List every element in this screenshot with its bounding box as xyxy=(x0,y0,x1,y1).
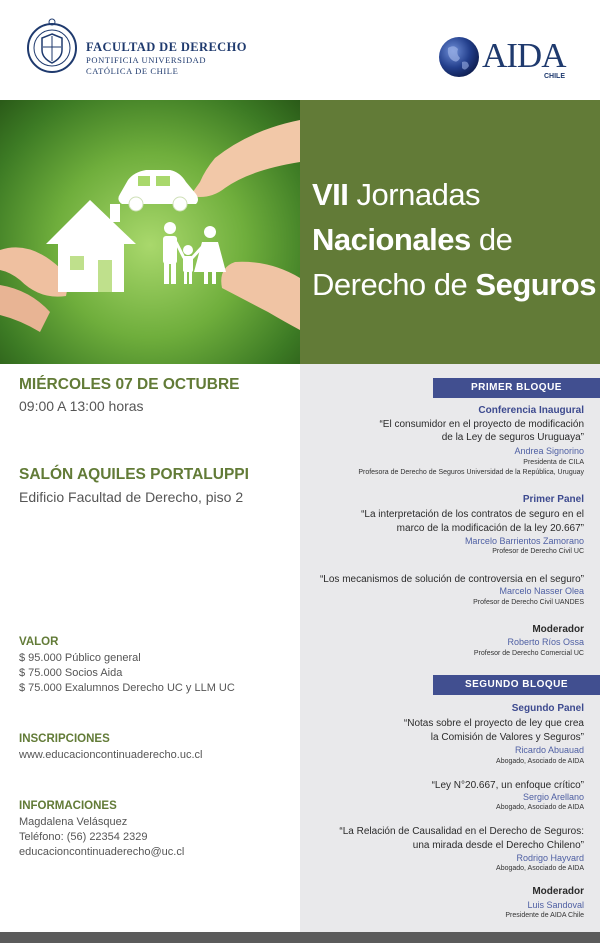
speaker-name: Marcelo Barrientos Zamorano xyxy=(464,536,584,546)
aida-chile-label: CHILE xyxy=(544,73,565,80)
talk-title: “Notas sobre el proyecto de ley que crea xyxy=(403,718,584,729)
inscripciones-link[interactable]: www.educacioncontinuaderecho.uc.cl xyxy=(19,749,203,761)
moderator-name: Roberto Ríos Ossa xyxy=(507,637,584,647)
title-word-derecho-de: Derecho de xyxy=(312,267,468,302)
aida-logo xyxy=(438,34,578,82)
talk-title: la Comisión de Valores y Seguros” xyxy=(430,732,584,743)
speaker-name: Andrea Signorino xyxy=(514,446,584,456)
event-date: MIÉRCOLES 07 DE OCTUBRE xyxy=(19,376,240,393)
uc-seal-logo xyxy=(26,16,78,80)
speaker-role: Presidenta de CILA xyxy=(523,459,584,466)
uc-line-3: CATÓLICA DE CHILE xyxy=(86,66,179,76)
speaker-name: Marcelo Nasser Olea xyxy=(499,586,584,596)
talk-title: de la Ley de seguros Uruguaya” xyxy=(441,432,584,443)
segundo-bloque-banner: SEGUNDO BLOQUE xyxy=(433,675,600,695)
uc-faculty-name xyxy=(86,40,247,77)
talk-title: “La Relación de Causalidad en el Derecho de Seguros: xyxy=(339,826,584,837)
primer-bloque-banner: PRIMER BLOQUE xyxy=(433,378,600,398)
informaciones-title: INFORMACIONES xyxy=(19,800,117,812)
uc-line-2: PONTIFICIA UNIVERSIDAD xyxy=(86,55,207,65)
aida-wordmark: AIDA xyxy=(482,36,566,75)
contact-name: Magdalena Velásquez xyxy=(19,816,128,828)
talk-title: una mirada desde el Derecho Chileno” xyxy=(412,840,584,851)
talk-title: “Ley N°20.667, un enfoque crítico” xyxy=(431,780,584,791)
title-word-de: de xyxy=(478,222,513,257)
globe-icon xyxy=(438,36,480,78)
speaker-name: Sergio Arellano xyxy=(522,792,584,802)
moderator-label: Moderador xyxy=(532,624,584,635)
uc-line-1: FACULTAD DE DERECHO xyxy=(86,40,247,54)
moderator-role: Presidente de AIDA Chile xyxy=(505,912,584,919)
program-column xyxy=(300,364,600,932)
event-title xyxy=(312,172,596,307)
paper-cutout-illustration xyxy=(0,100,300,364)
panel-kicker: Primer Panel xyxy=(522,494,584,505)
panel-kicker: Segundo Panel xyxy=(511,703,584,714)
inscripciones-title: INSCRIPCIONES xyxy=(19,733,110,745)
title-word-seguros: Seguros xyxy=(475,267,596,302)
talk-title: “Los mecanismos de solución de controversia en el seguro” xyxy=(319,574,584,585)
contact-email[interactable]: educacioncontinuaderecho@uc.cl xyxy=(19,846,185,858)
speaker-role: Abogado, Asociado de AIDA xyxy=(496,804,584,811)
event-room: SALÓN AQUILES PORTALUPPI xyxy=(19,466,249,483)
talk-title: “El consumidor en el proyecto de modificación xyxy=(379,419,584,430)
title-word-nacionales: Nacionales xyxy=(312,222,471,257)
speaker-name: Rodrigo Hayvard xyxy=(516,853,584,863)
speaker-role: Abogado, Asociado de AIDA xyxy=(496,758,584,765)
valor-title: VALOR xyxy=(19,636,59,648)
moderator-label: Moderador xyxy=(532,886,584,897)
conference-kicker: Conferencia Inaugural xyxy=(478,405,584,416)
valor-line: $ 75.000 Socios Aida xyxy=(19,667,123,679)
event-title-panel xyxy=(300,100,600,364)
event-time: 09:00 A 13:00 horas xyxy=(19,398,144,414)
valor-line: $ 75.000 Exalumnos Derecho UC y LLM UC xyxy=(19,682,235,694)
valor-line: $ 95.000 Público general xyxy=(19,652,141,664)
talk-title: marco de la modificación de la ley 20.667” xyxy=(396,523,584,534)
event-building: Edificio Facultad de Derecho, piso 2 xyxy=(19,489,244,505)
moderator-name: Luis Sandoval xyxy=(527,900,584,910)
title-word-vii: VII xyxy=(312,177,349,212)
speaker-role: Profesor de Derecho Civil UC xyxy=(492,548,584,555)
speaker-name: Ricardo Abuauad xyxy=(514,745,584,755)
moderator-role: Profesor de Derecho Comercial UC xyxy=(473,650,584,657)
speaker-role: Profesora de Derecho de Seguros Universidad de la República, Uruguay xyxy=(358,469,584,476)
contact-phone: Teléfono: (56) 22354 2329 xyxy=(19,831,148,843)
title-word-jornadas: Jornadas xyxy=(356,177,481,212)
header xyxy=(0,0,600,100)
event-info-column xyxy=(0,364,300,932)
speaker-role: Profesor de Derecho Civil UANDES xyxy=(473,599,584,606)
hero-image xyxy=(0,100,300,364)
footer-bar xyxy=(0,932,600,943)
talk-title: “La interpretación de los contratos de seguro en el xyxy=(361,509,584,520)
speaker-role: Abogado, Asociado de AIDA xyxy=(496,865,584,872)
